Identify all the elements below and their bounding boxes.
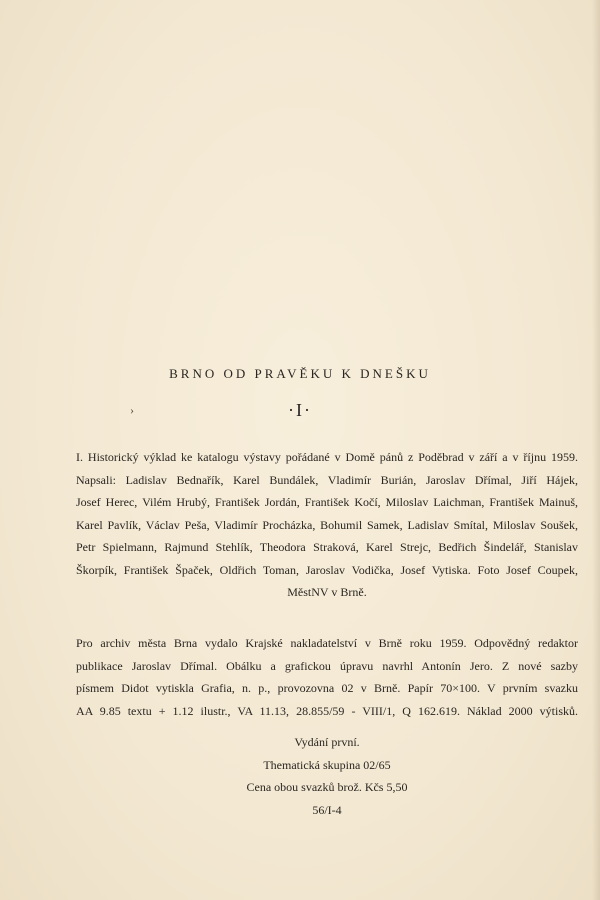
catalog-code: 56/I-4 xyxy=(312,802,342,817)
margin-mark: › xyxy=(130,403,134,417)
colophon xyxy=(0,731,600,821)
book-title: BRNO OD PRAVĚKU K DNEŠKU xyxy=(169,366,431,381)
publisher-line: publikace Jaroslav Dřímal. Obálku a grafickou úpravu navrhl Antonín Jero. Z nové sazby xyxy=(76,658,578,673)
publisher-line: AA 9.85 textu + 1.12 ilustr., VA 11.13, 28.855/59 - VIII/1, Q 162.619. Náklad 2000 výtisků. xyxy=(76,703,578,718)
volume-number: ·I· xyxy=(288,400,312,420)
price-text: Cena obou svazků brož. Kčs 5,50 xyxy=(246,780,408,794)
publisher-line: Pro archiv města Brna vydalo Krajské nakladatelství v Brně roku 1959. Odpovědný redaktor xyxy=(76,636,578,650)
edition-text: Vydání první. xyxy=(294,735,360,749)
description-line: Petr Spielmann, Rajmund Stehlík, Theodora Straková, Karel Strejc, Bedřich Šindelář, Stanislav xyxy=(76,540,578,554)
description-line: Josef Herec, Vilém Hrubý, František Jordán, František Kočí, Miloslav Laichman, František Mainuš, xyxy=(76,495,578,509)
description-line: MěstNV v Brně. xyxy=(287,585,367,599)
publisher-line: písmem Didot vytiskla Grafia, n. p., provozovna 02 v Brně. Papír 70×100. V prvním svazku xyxy=(76,681,578,695)
description-line: Karel Pavlík, Václav Peša, Vladimír Procházka, Bohumil Samek, Ladislav Smítal, Miloslav Soušek, xyxy=(76,517,578,532)
description-line: I. Historický výklad ke katalogu výstavy pořádané v Domě pánů z Poděbrad v září a v říjnu 1959. xyxy=(76,450,578,464)
description-line: Škorpík, František Špaček, Oldřich Toman, Jaroslav Vodička, Josef Vytiska. Foto Josef Coupek, xyxy=(76,562,578,577)
description-line: Napsali: Ladislav Bednařík, Karel Bundálek, Vladimír Burián, Jaroslav Dřímal, Jiří Hájek, xyxy=(76,472,578,487)
thematic-group-text: Thematická skupina 02/65 xyxy=(263,757,391,772)
publisher-paragraph xyxy=(76,632,578,722)
description-paragraph xyxy=(76,446,578,604)
